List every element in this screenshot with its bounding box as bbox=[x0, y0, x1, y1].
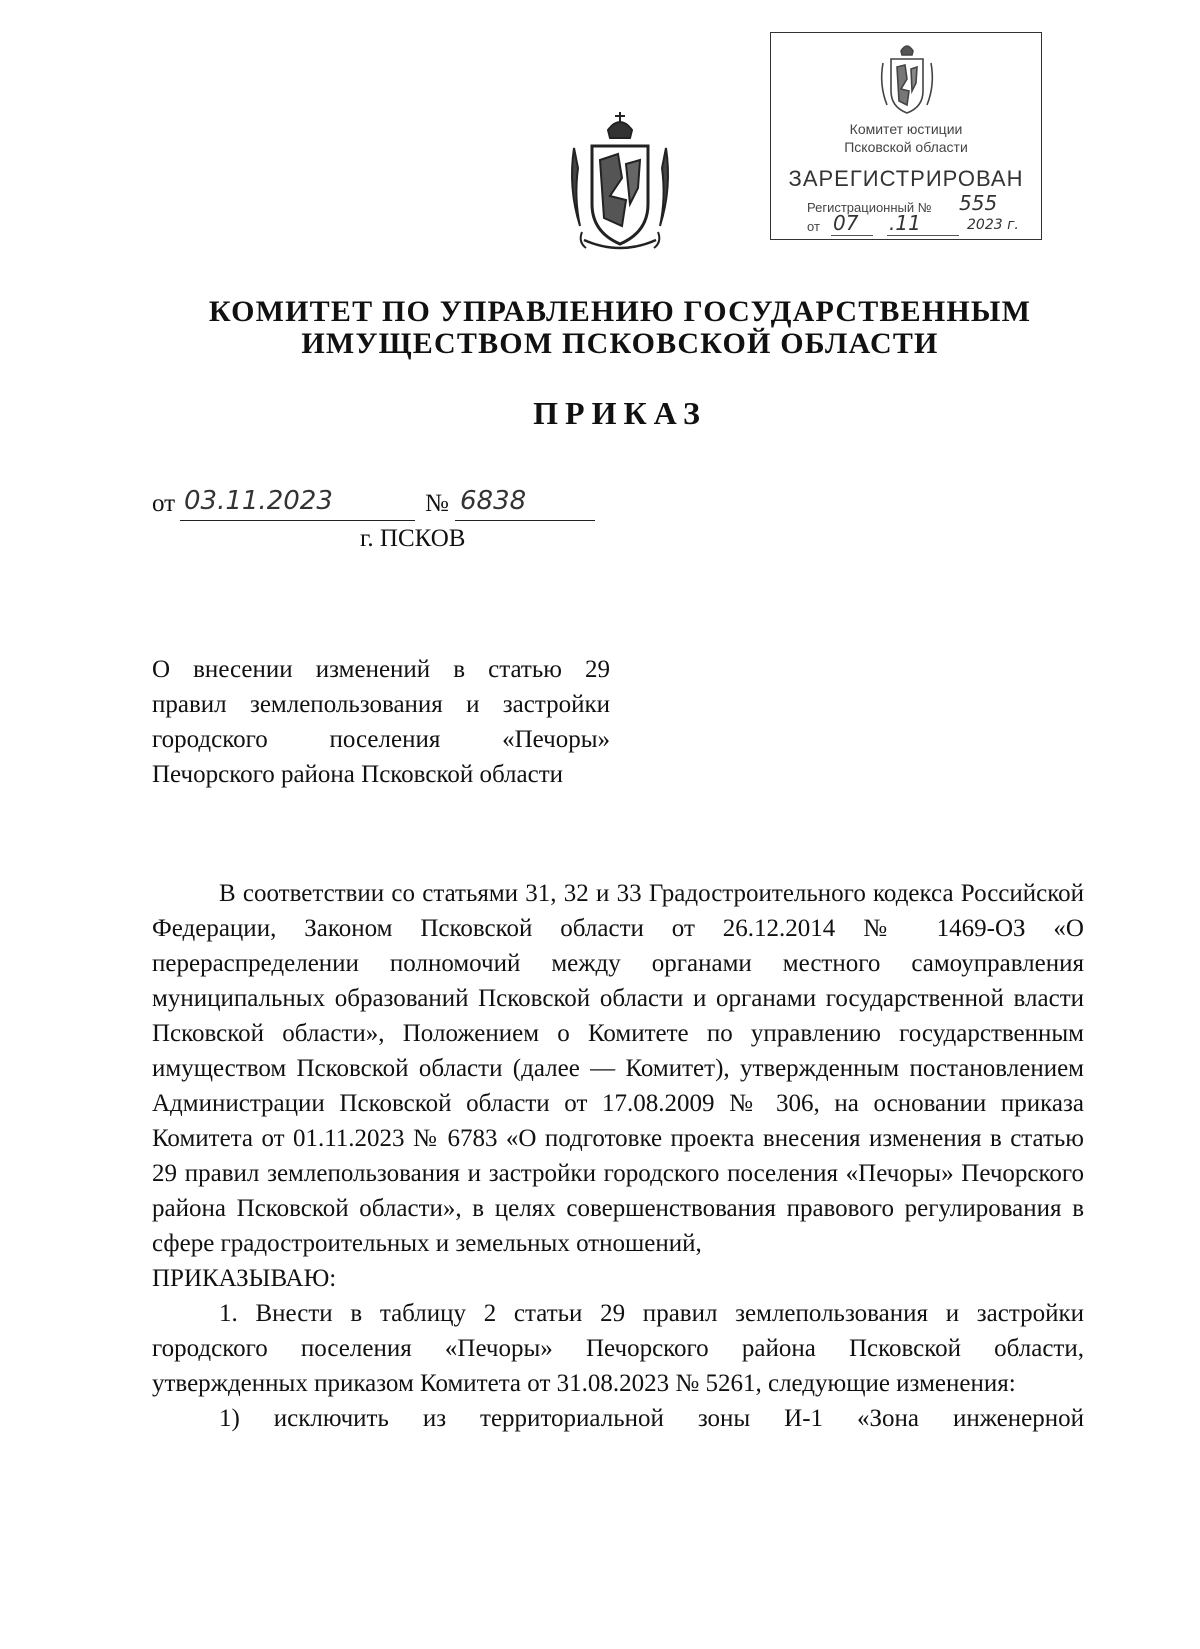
document-date: 03.11.2023 bbox=[184, 486, 333, 516]
document-type-heading: ПРИКАЗ bbox=[533, 395, 707, 431]
stamp-date-day: 07 bbox=[833, 211, 859, 235]
stamp-date-year: 2023 г. bbox=[967, 217, 1019, 233]
stamp-agency-line1: Комитет юстиции bbox=[849, 121, 963, 137]
stamp-day-underline bbox=[831, 235, 873, 236]
stamp-agency-line2: Псковской области bbox=[844, 139, 968, 155]
stamp-reg-label: Регистрационный № bbox=[807, 200, 932, 215]
stamp-coat-of-arms-icon bbox=[875, 39, 939, 119]
date-underline bbox=[180, 520, 415, 521]
subject-line: Печорского района Псковской области bbox=[152, 761, 564, 788]
order-word: ПРИКАЗЫВАЮ: bbox=[152, 1265, 337, 1292]
stamp-date-label: от bbox=[807, 219, 820, 234]
subject-line: городского поселения «Печоры» bbox=[152, 726, 610, 753]
stamp-status: ЗАРЕГИСТРИРОВАН bbox=[788, 166, 1024, 191]
coat-of-arms-emblem bbox=[560, 108, 680, 258]
number-label: № bbox=[425, 490, 449, 517]
city-name: г. ПСКОВ bbox=[360, 525, 466, 552]
stamp-reg-number: 555 bbox=[959, 191, 998, 215]
preamble-paragraph: В соответствии со статьями 31, 32 и 33 Градостроительного кодекса Российской Федерации, Законом Псковской области от 26.12.2014 № 1469-ОЗ «О перераспределении полномочий между органами местного самоуправления муниципальных образований Псковской области и органами государственной власти Псковской области», Положением о Комитете по управлению государственным имуществом Псковской области (далее — Комитет), утвержденным постановлением Администрации Псковской области от 17.08.2009 № 306, на основании приказа Комитета от 01.11.2023 № 6783 «О подготовке проекта внесения изменения в статью 29 правил землепользования и застройки городского поселения «Печоры» Печорского района Псковской области», в целях совершенствования правового регулирования в сфере градостроительных и земельных отношений, bbox=[152, 880, 1084, 1257]
subject-line: правил землепользования и застройки bbox=[152, 691, 610, 718]
date-label: от bbox=[152, 490, 176, 517]
order-item-1: 1. Внести в таблицу 2 статьи 29 правил землепользования и застройки городского поселения «Печоры» Печорского района Псковской области, утвержденных приказом Комитета от 31.08.2023 № 5261, следующие изменения: bbox=[152, 1300, 1084, 1397]
stamp-date-month: .11 bbox=[889, 211, 921, 235]
organization-title-line2: ИМУЩЕСТВОМ ПСКОВСКОЙ ОБЛАСТИ bbox=[301, 327, 939, 360]
document-body bbox=[152, 876, 1084, 1436]
order-subitem-1: 1) исключить из территориальной зоны И-1 «Зона инженерной bbox=[219, 1405, 1084, 1432]
stamp-month-underline bbox=[887, 235, 959, 236]
document-number: 6838 bbox=[460, 486, 527, 516]
organization-title-line1: КОМИТЕТ ПО УПРАВЛЕНИЮ ГОСУДАРСТВЕННЫМ bbox=[208, 295, 1032, 328]
number-underline bbox=[455, 520, 595, 521]
subject-line: О внесении изменений в статью 29 bbox=[152, 656, 610, 683]
registration-stamp bbox=[770, 32, 1042, 240]
document-subject bbox=[152, 652, 610, 792]
